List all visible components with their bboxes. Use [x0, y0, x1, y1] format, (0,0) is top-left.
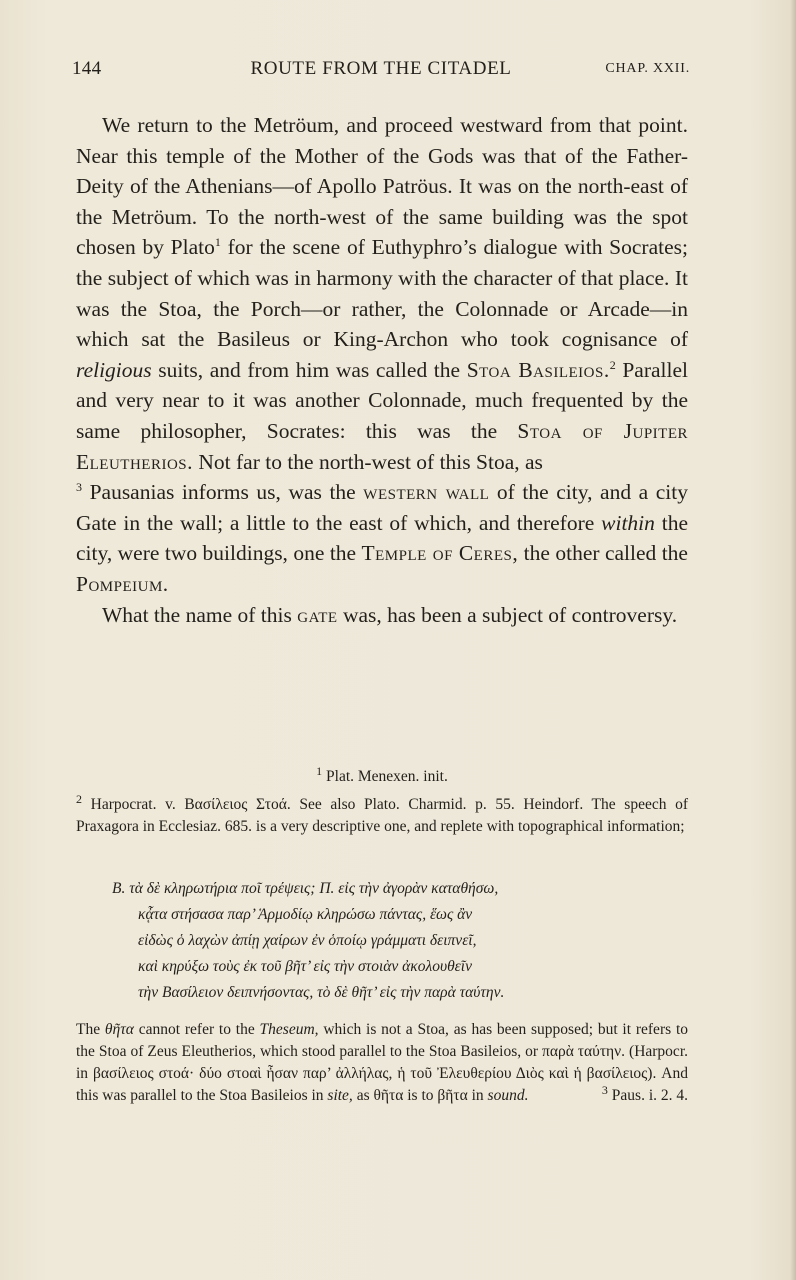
greek-verse-quote — [112, 876, 682, 1006]
text-run: What the name of this — [102, 602, 298, 627]
smallcaps-western-wall: western wall — [363, 480, 490, 505]
paragraph-2 — [76, 600, 688, 631]
footnote-ref-2: 2 — [609, 357, 616, 372]
text-run: Pausanias informs us, was the — [82, 480, 364, 505]
footnote-marker: 3 — [601, 1082, 608, 1097]
footnote-ref-3: 3 — [76, 479, 82, 494]
italic-sound: sound. — [487, 1087, 529, 1104]
text-run: suits, and from him was called the — [151, 357, 467, 382]
text-run: the city, were two buildings, one the — [76, 510, 688, 566]
italic-theta: θῆτα — [104, 1021, 134, 1038]
text-run: of the city, and a city Gate in the wall; a little to the east of which, and therefore — [76, 480, 688, 535]
greek-line: κᾆτα στήσασα παρ’ Ἁρμοδίῳ κληρώσω πάντας, ἕως ἂν — [138, 906, 473, 923]
running-header — [72, 58, 690, 84]
text-run: Not far to the north-west of this Stoa, as — [193, 449, 543, 474]
chapter-label: CHAP. XXII. — [605, 61, 690, 76]
footnote-marker: 1 — [316, 763, 323, 778]
text-run: was, has been a subject of controversy. — [337, 602, 678, 627]
main-text — [76, 110, 688, 630]
page-edge-shadow — [790, 0, 796, 1280]
footnote-marker: 2 — [76, 791, 82, 806]
italic-within: within — [601, 510, 655, 535]
footnote-2 — [76, 791, 688, 838]
text-run: The — [76, 1021, 105, 1038]
text-run: Parallel and very near to it was another Colonnade, much frequented by the same philosopher, Socrates: this was the — [76, 357, 688, 443]
italic-theseum: Theseum, — [259, 1021, 319, 1038]
smallcaps-stoa-basileios: Stoa Basileios. — [466, 357, 610, 382]
footnote-3 — [601, 1082, 688, 1107]
italic-religious: religious — [76, 357, 152, 382]
greek-line: B. τὰ δὲ κληρωτήρια ποῖ τρέψεις; Π. εἰς τὴν ἀγορὰν καταθήσω, — [112, 880, 499, 897]
text-run: which is not a Stoa, as has been supposed; but it refers to the Stoa of Zeus Eleutherios, which stood parallel to the Stoa Basileios, or παρὰ ταύτην. (Harpocr. in βασίλειος στοά· δύο στοαὶ ἦσαν παρ’ ἀλλήλας, ἡ τοῦ Ἐλευθερίου Διὸς καὶ ἡ βασίλειος). And this was parallel to the Stoa Basileios in — [76, 1021, 689, 1104]
paragraph-1 — [76, 110, 688, 600]
footnote-ref-1: 1 — [214, 235, 221, 250]
italic-site: site, — [327, 1087, 353, 1104]
smallcaps-stoa-jupiter: Stoa of Jupiter Eleutherios. — [76, 418, 689, 474]
footnote-text: Plat. Menexen. init. — [322, 768, 448, 785]
footnote-text: Harpocrat. v. Βασίλειος Στοά. See also Plato. Charmid. p. 55. Heindorf. The speech of Praxagora in Ecclesiaz. 685. is a very descriptive one, and replete with topographical information; — [76, 796, 688, 835]
running-title: ROUTE FROM THE CITADEL — [250, 58, 512, 79]
text-run: cannot refer to the — [133, 1021, 260, 1038]
greek-line: καὶ κηρύξω τοὺς ἐκ τοῦ βῆτ’ εἰς τὴν στοιὰν ἀκολουθεῖν — [138, 958, 472, 975]
greek-line: εἰδὼς ὁ λαχὼν ἀπίῃ χαίρων ἐν ὁποίῳ γράμματι δειπνεῖ, — [138, 932, 477, 949]
text-run: for the scene of Euthyphro’s dialogue with Socrates; the subject of which was in harmony with the character of that place. It was the Stoa, the Porch—or rather, the Colonnade or Arcade—in which sat the Basileus or King-Archon who took cognisance of — [76, 235, 688, 352]
greek-line: τὴν Βασίλειον δειπνήσοντας, τὸ δὲ θῆτ’ εἰς τὴν παρὰ ταύτην. — [138, 984, 505, 1001]
text-run: as θῆτα is to βῆτα in — [352, 1087, 488, 1104]
smallcaps-temple-ceres: Temple of Ceres, — [361, 541, 519, 566]
footnote-text: Paus. i. 2. 4. — [607, 1087, 688, 1104]
footnote-1 — [76, 763, 688, 788]
smallcaps-gate: gate — [297, 602, 338, 627]
text-run: We return to the Metröum, and proceed westward from that point. Near this temple of the Mother of the Gods was that of the Father-Deity of the Athenians—of Apollo Patröus. It was on the north-east of the Metröum. To the north-west of the same building was the spot chosen by Plato — [76, 113, 688, 260]
smallcaps-pompeium: Pompeium. — [76, 571, 169, 596]
page-number: 144 — [72, 58, 102, 79]
footnote-note — [76, 1019, 688, 1107]
text-run: the other called the — [518, 541, 688, 566]
